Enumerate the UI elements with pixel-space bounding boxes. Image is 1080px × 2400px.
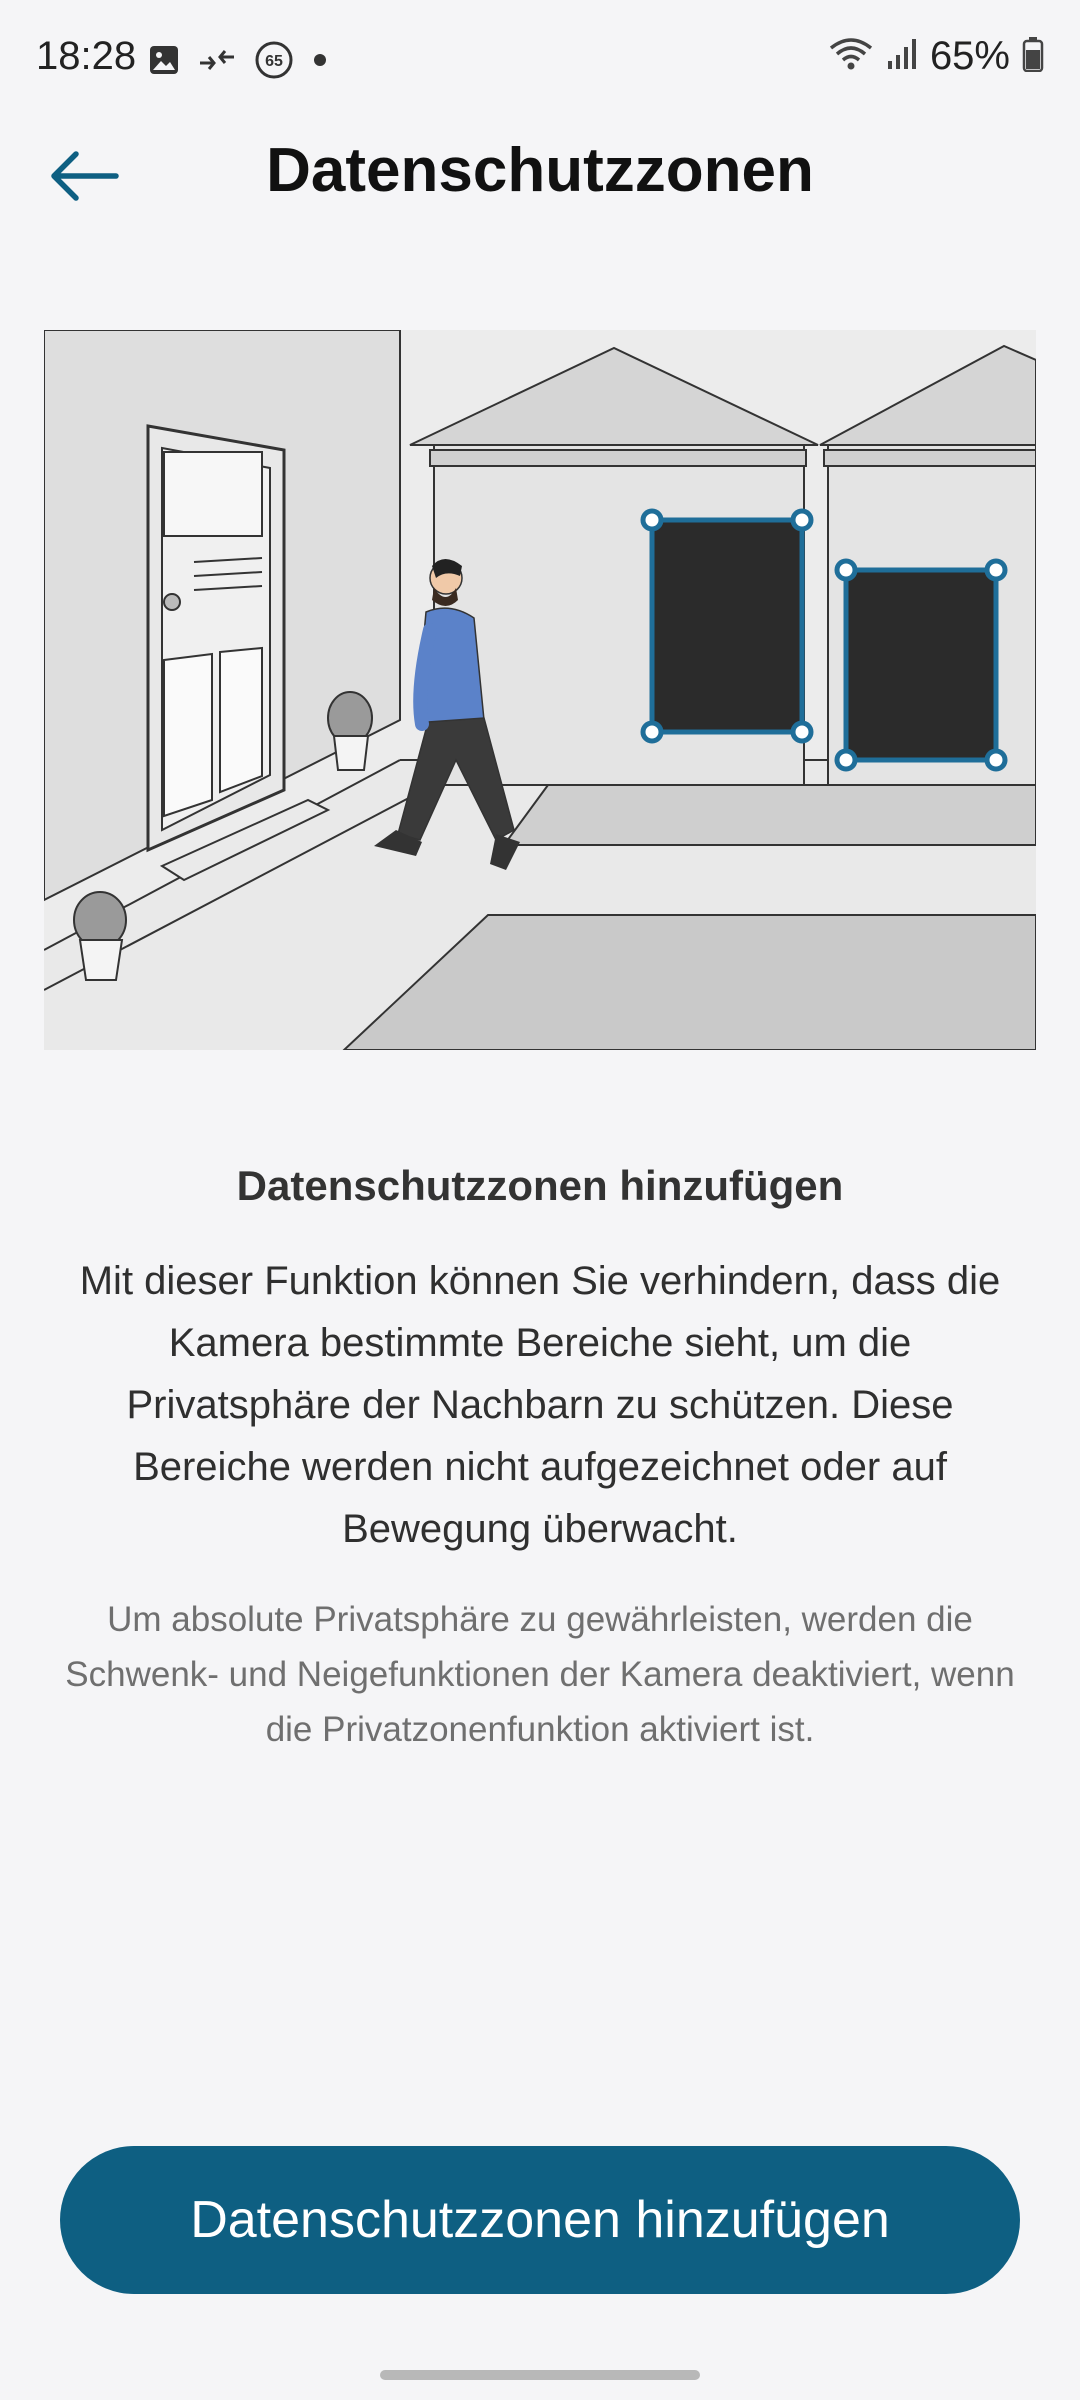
section-heading: Datenschutzzonen hinzufügen	[236, 1162, 844, 1209]
page-title: Datenschutzzonen	[266, 136, 814, 205]
status-icons-left	[148, 40, 328, 85]
privacy-zone-2	[846, 570, 996, 760]
data-transfer-icon	[198, 45, 236, 80]
status-bar	[0, 0, 1080, 120]
add-privacy-zones-button[interactable]	[60, 2146, 1020, 2294]
privacy-zone-1	[652, 520, 802, 732]
dot-icon	[312, 52, 328, 73]
section-note: Um absolute Privatsphäre zu gewährleisten, werden die Schwenk- und Neigefunktionen der Kamera deaktiviert, wenn die Privatzonenfunktion aktiviert ist.	[65, 1600, 1015, 1749]
battery-icon	[1022, 36, 1044, 77]
svg-text:65: 65	[265, 53, 283, 70]
add-privacy-zones-button-label: Datenschutzzonen hinzufügen	[190, 2191, 890, 2249]
privacy-zones-illustration	[44, 330, 1036, 1050]
speed-65-icon	[254, 40, 294, 85]
gesture-nav-handle[interactable]	[380, 2370, 700, 2380]
status-icons-right	[828, 34, 1044, 79]
section-description: Mit dieser Funktion können Sie verhindern, dass die Kamera bestimmte Bereiche sieht, um die Privatsphäre der Nachbarn zu schützen. Diese Bereiche werden nicht aufgezeichnet oder auf Bewegung überwacht.	[79, 1259, 1001, 1551]
wifi-icon	[828, 36, 874, 77]
signal-icon	[886, 37, 918, 76]
image-icon	[148, 44, 180, 81]
battery-percentage: 65%	[929, 34, 1010, 78]
status-time: 18:28	[36, 34, 137, 78]
